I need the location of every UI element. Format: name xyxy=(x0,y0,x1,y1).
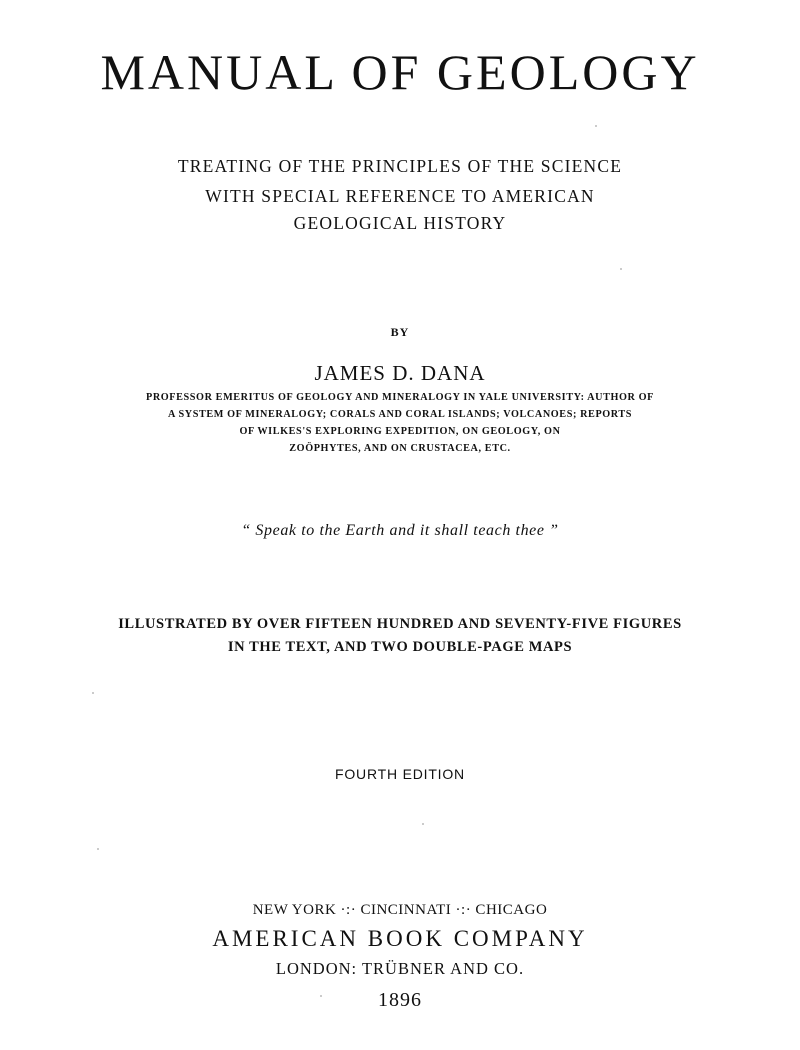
paper-speck xyxy=(620,268,622,270)
author-credentials-line-3: OF WILKES'S EXPLORING EXPEDITION, ON GEOLOGY, ON xyxy=(239,426,561,437)
author-credentials-line-1: PROFESSOR EMERITUS OF GEOLOGY AND MINERALOGY IN YALE UNIVERSITY: AUTHOR OF xyxy=(146,392,654,403)
paper-speck xyxy=(92,692,94,694)
illustrations-note-line-1: ILLUSTRATED BY OVER FIFTEEN HUNDRED AND SEVENTY-FIVE FIGURES xyxy=(118,616,682,632)
publisher-cities: NEW YORK ·:· CINCINNATI ·:· CHICAGO xyxy=(252,902,548,918)
illustrations-note-line-2: IN THE TEXT, AND TWO DOUBLE-PAGE MAPS xyxy=(227,639,573,655)
paper-speck xyxy=(97,848,99,850)
paper-speck xyxy=(422,823,424,825)
edition-label: FOURTH EDITION xyxy=(335,766,465,782)
subtitle-line-1: TREATING OF THE PRINCIPLES OF THE SCIENCE xyxy=(177,156,623,176)
motto: “ Speak to the Earth and it shall teach thee ” xyxy=(241,522,559,539)
author-name: JAMES D. DANA xyxy=(314,361,486,385)
book-title: MANUAL OF GEOLOGY xyxy=(100,44,700,100)
paper-speck xyxy=(595,125,597,127)
author-credentials-line-4: ZOÖPHYTES, AND ON CRUSTACEA, ETC. xyxy=(289,443,511,454)
author-credentials-line-2: A SYSTEM OF MINERALOGY; CORALS AND CORAL ISLANDS; VOLCANOES; REPORTS xyxy=(167,409,633,420)
by-label: BY xyxy=(390,325,410,339)
publication-year: 1896 xyxy=(378,989,422,1011)
publisher-name: AMERICAN BOOK COMPANY xyxy=(212,926,588,951)
london-agent: LONDON: TRÜBNER AND CO. xyxy=(275,959,525,978)
subtitle-line-2: WITH SPECIAL REFERENCE TO AMERICAN xyxy=(205,186,595,206)
paper-speck xyxy=(320,995,322,997)
subtitle-line-3: GEOLOGICAL HISTORY xyxy=(293,213,507,233)
